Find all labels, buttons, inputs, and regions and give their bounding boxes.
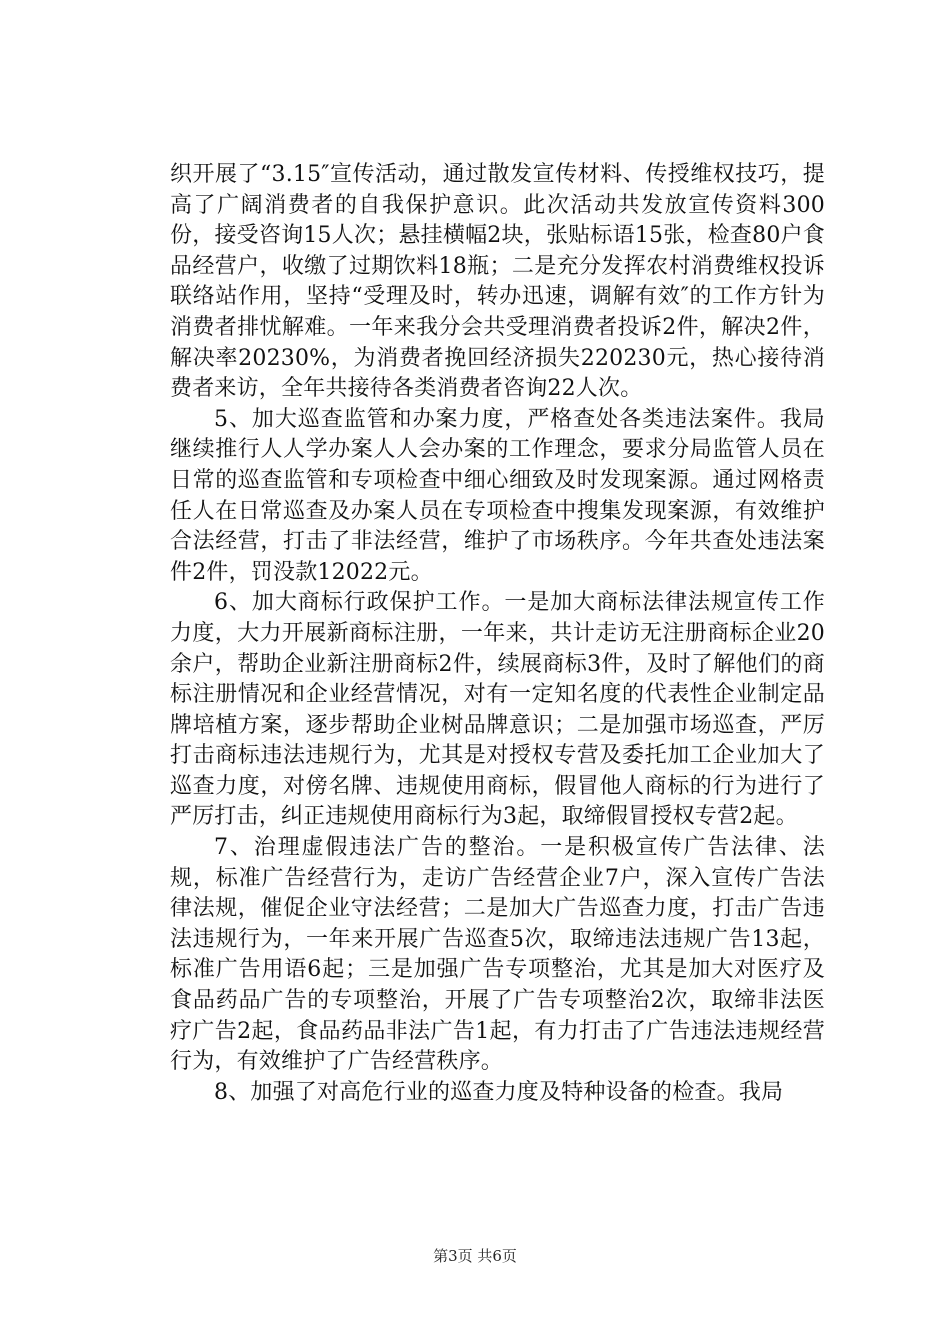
paragraph-trademark-protection: 6、加大商标行政保护工作。一是加大商标法律法规宣传工作力度，大力开展新商标注册，一年来，共计走访无注册商标企业20余户，帮助企业新注册商标2件，续展商标3件，及时了解他们的商标注册情况和企业经营情况，对有一定知名度的代表性企业制定品牌培植方案，逐步帮助企业树品牌意识；二是加强市场巡查，严厉打击商标违法违规行为，尤其是对授权专营及委托加工企业加大了巡查力度，对傍名牌、违规使用商标，假冒他人商标的行为进行了严厉打击，纠正违规使用商标行为3起，取缔假冒授权专营2起。 <box>170 590 825 830</box>
paragraph-inspection-cases: 5、加大巡查监管和办案力度，严格查处各类违法案件。我局继续推行人人学办案人人会办案的工作理念，要求分局监管人员在日常的巡查监管和专项检查中细心细致及时发现案源。通过网格责任人在日常巡查及办案人员在专项检查中搜集发现案源，有效维护合法经营，打击了非法经营，维护了市场秩序。今年共查处违法案件2件，罚没款12022元。 <box>170 406 825 585</box>
page-number-footer: 第3页 共6页 <box>433 1247 517 1265</box>
paragraph-high-risk-industry: 8、加强了对高危行业的巡查力度及特种设备的检查。我局 <box>214 1079 784 1105</box>
document-body <box>170 160 825 1108</box>
paragraph-consumer-rights: 织开展了“3.15″宣传活动，通过散发宣传材料、传授维权技巧，提高了广阔消费者的自我保护意识。此次活动共发放宣传资料300份，接受咨询15人次；悬挂横幅2块，张贴标语15张，检查80户食品经营户，收缴了过期饮料18瓶；二是充分发挥农村消费维权投诉联络站作用，坚持“受理及时，转办迅速，调解有效″的工作方针为消费者排忧解难。一年来我分会共受理消费者投诉2件，解决2件，解决率20230%，为消费者挽回经济损失220230元，热心接待消费者来访，全年共接待各类消费者咨询22人次。 <box>170 162 825 402</box>
paragraph-advertising-rectification: 7、治理虚假违法广告的整治。一是积极宣传广告法律、法规，标准广告经营行为，走访广告经营企业7户，深入宣传广告法律法规，催促企业守法经营；二是加大广告巡查力度，打击广告违法违规行为，一年来开展广告巡查5次，取缔违法违规广告13起，标准广告用语6起；三是加强广告专项整治，尤其是加大对医疗及食品药品广告的专项整治，开展了广告专项整治2次，取缔非法医疗广告2起，食品药品非法广告1起，有力打击了广告违法违规经营行为，有效维护了广告经营秩序。 <box>170 835 825 1075</box>
